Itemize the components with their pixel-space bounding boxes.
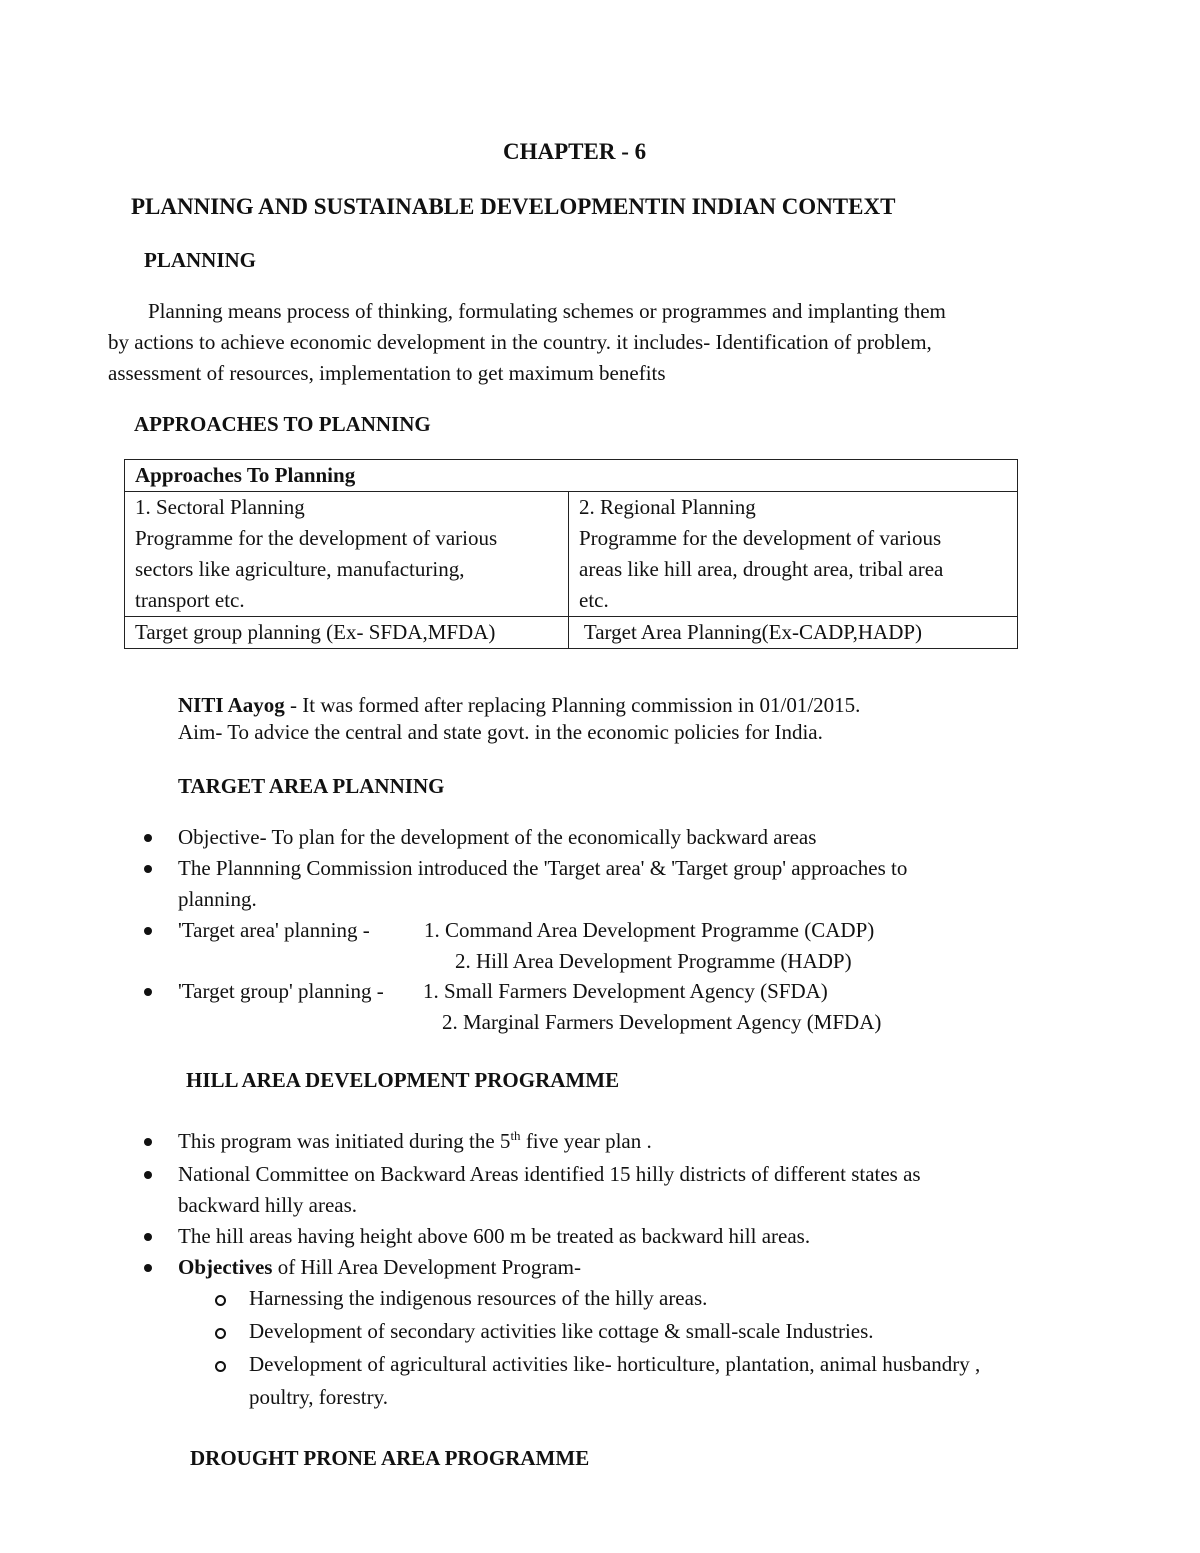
hill-sub-bullet-1: Harnessing the indigenous resources of the hilly areas. — [249, 1286, 708, 1310]
cell-line: 2. Regional Planning — [579, 495, 756, 519]
table-header-row — [125, 460, 1018, 492]
cell-line: Programme for the development of various — [135, 526, 498, 550]
hill-area-heading: HILL AREA DEVELOPMENT PROGRAMME — [186, 1068, 620, 1092]
table-row — [125, 492, 1018, 617]
chapter-title: CHAPTER - 6 — [503, 139, 647, 164]
bullet-icon — [144, 927, 152, 935]
niti-text: - It was formed after replacing Planning commission in 01/01/2015. — [284, 693, 861, 717]
target-area-heading: TARGET AREA PLANNING — [178, 774, 445, 798]
target-bullet-3-label: 'Target area' planning - — [178, 918, 370, 942]
hill-bullet-1 — [178, 1126, 652, 1157]
hill-bullet-4 — [178, 1252, 581, 1283]
bullet-icon — [144, 1264, 152, 1272]
hill-bullet-1-rest: five year plan . — [520, 1129, 652, 1153]
cell-line: areas like hill area, drought area, tribal area — [579, 557, 944, 581]
sub-bullet-icon — [215, 1328, 226, 1339]
table-row — [125, 617, 1018, 649]
target-bullet-4-item-2: 2. Marginal Farmers Development Agency (MFDA) — [442, 1010, 882, 1034]
target-bullet-3-item-2: 2. Hill Area Development Programme (HADP) — [455, 949, 852, 973]
hill-bullet-2-line-1: National Committee on Backward Areas identified 15 hilly districts of different states as — [178, 1162, 921, 1186]
cell-line: 1. Sectoral Planning — [135, 495, 305, 519]
bullet-icon — [144, 1233, 152, 1241]
sectoral-planning-cell — [125, 492, 569, 617]
ordinal-suffix: th — [510, 1128, 521, 1143]
planning-para-line-1: Planning means process of thinking, formulating schemes or programmes and implanting them — [148, 299, 946, 323]
objectives-label: Objectives — [178, 1255, 273, 1279]
planning-heading: PLANNING — [144, 248, 257, 272]
target-bullet-2-line-2: planning. — [178, 887, 257, 911]
hill-bullet-3: The hill areas having height above 600 m be treated as backward hill areas. — [178, 1224, 811, 1248]
objectives-text: of Hill Area Development Program- — [272, 1255, 581, 1279]
cell-line: transport etc. — [135, 588, 245, 612]
bullet-icon — [144, 988, 152, 996]
table-header-cell: Approaches To Planning — [125, 460, 1018, 492]
cell-line: sectors like agriculture, manufacturing, — [135, 557, 465, 581]
target-bullet-3-item-1: 1. Command Area Development Programme (CADP) — [424, 918, 875, 942]
bullet-icon — [144, 1171, 152, 1179]
niti-label: NITI Aayog — [178, 693, 285, 717]
planning-para-line-2: by actions to achieve economic development in the country. it includes- Identification of problem, — [108, 330, 932, 354]
target-bullet-1: Objective- To plan for the development of the economically backward areas — [178, 825, 817, 849]
sub-bullet-icon — [215, 1295, 226, 1306]
regional-planning-cell — [569, 492, 1018, 617]
hill-bullet-1-text: This program was initiated during the 5 — [178, 1129, 511, 1153]
approaches-heading: APPROACHES TO PLANNING — [134, 412, 431, 436]
planning-para-line-3: assessment of resources, implementation to get maximum benefits — [108, 361, 666, 385]
hill-sub-bullet-3-line-1: Development of agricultural activities like- horticulture, plantation, animal husbandry , — [249, 1352, 981, 1376]
target-bullet-2-line-1: The Plannning Commission introduced the 'Target area' & 'Target group' approaches to — [178, 856, 908, 880]
approaches-table — [124, 459, 1018, 649]
hill-bullet-2-line-2: backward hilly areas. — [178, 1193, 358, 1217]
target-group-cell: Target group planning (Ex- SFDA,MFDA) — [125, 617, 569, 649]
target-area-cell: Target Area Planning(Ex-CADP,HADP) — [569, 617, 1018, 649]
cell-line: Programme for the development of various — [579, 526, 942, 550]
bullet-icon — [144, 1138, 152, 1146]
sub-bullet-icon — [215, 1361, 226, 1372]
bullet-icon — [144, 865, 152, 873]
hill-sub-bullet-3-line-2: poultry, forestry. — [249, 1385, 388, 1409]
main-title: PLANNING AND SUSTAINABLE DEVELOPMENTIN INDIAN CONTEXT — [131, 194, 896, 219]
bullet-icon — [144, 834, 152, 842]
target-bullet-4-item-1: 1. Small Farmers Development Agency (SFDA) — [423, 979, 828, 1003]
cell-line: etc. — [579, 588, 609, 612]
target-bullet-4-label: 'Target group' planning - — [178, 979, 384, 1003]
drought-heading: DROUGHT PRONE AREA PROGRAMME — [190, 1446, 590, 1470]
niti-aim: Aim- To advice the central and state govt. in the economic policies for India. — [178, 720, 823, 744]
hill-sub-bullet-2: Development of secondary activities like cottage & small-scale Industries. — [249, 1319, 874, 1343]
